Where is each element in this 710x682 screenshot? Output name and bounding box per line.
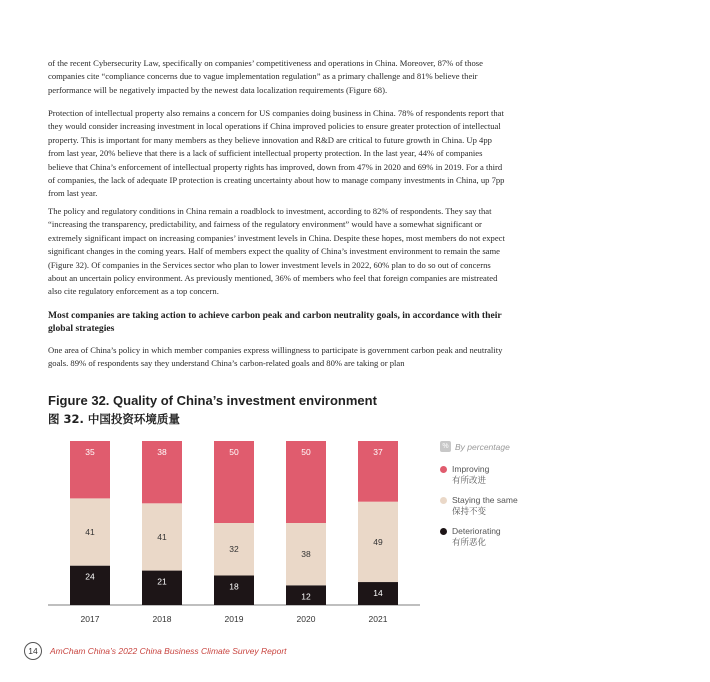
x-tick-label-2021: 2021: [368, 614, 388, 624]
legend-unit: [440, 441, 518, 452]
data-label-deteriorating-2020: 12: [301, 591, 311, 602]
body-paragraph-4: One area of China’s policy in which member companies express willingness to participate is government carbon peak and neutrality goals. 89% of respondents say they understand China’s carbon-related goals and 80% are taking or plan: [48, 345, 503, 369]
data-label-deteriorating-2021: 14: [373, 588, 383, 599]
section-heading: Most companies are taking action to achieve carbon peak and carbon neutrality goals, in accordance with their global strategies: [48, 310, 502, 334]
legend-item-improving: [440, 464, 518, 486]
legend-label-deteriorating-cn: 有所恶化: [452, 537, 487, 547]
legend-label-staying: Staying the same: [452, 495, 518, 505]
body-paragraph-1: of the recent Cybersecurity Law, specifically on companies’ competitiveness and operations in China. Moreover, 87% of those companies cite “compliance concerns due to vague implementation regulation” as a primary challenge and 81% believe their performance will be negatively impacted by the newest data localization requirements (Figure 68).: [48, 58, 483, 95]
legend-label-improving-cn: 有所改进: [452, 475, 487, 485]
percent-icon: %: [440, 441, 451, 452]
unit-label: By percentage: [455, 441, 510, 452]
data-label-staying-2021: 49: [373, 536, 383, 547]
data-label-staying-2017: 41: [85, 527, 95, 538]
data-label-deteriorating-2019: 18: [229, 581, 239, 592]
chart-legend: [440, 441, 518, 557]
page-number: 14: [24, 642, 42, 660]
page-footer: [24, 642, 287, 660]
data-label-improving-2019: 50: [229, 447, 239, 457]
data-label-staying-2018: 41: [157, 531, 167, 542]
data-label-deteriorating-2018: 21: [157, 576, 167, 587]
legend-dot-improving-icon: [440, 466, 447, 473]
legend-label-staying-cn: 保持不变: [452, 506, 487, 516]
figure-title: Figure 32. Quality of China’s investment environment: [48, 393, 377, 408]
body-paragraph-3: The policy and regulatory conditions in China remain a roadblock to investment, according to 82% of respondents. They say that “increasing the transparency, predictability, and fairness of the regulatory environment” would have a somewhat significant or extremely significant impact on increasing companies’ investment levels in China. Despite these hopes, most members do not expect significant changes in the coming years. Half of members expect the quality of China’s investment environment to remain the same (Figure 32). Of companies in the Services sector who plan to lower investment levels in 2022, 60% plan to do so out of concerns about an uncertain policy environment. As previously mentioned, 36% of members who feel that foreign companies are mistreated also cite regulatory enforcement as a top concern.: [48, 206, 505, 297]
legend-dot-deteriorating-icon: [440, 528, 447, 535]
x-tick-label-2020: 2020: [296, 614, 316, 624]
legend-label-improving: Improving: [452, 464, 490, 474]
data-label-deteriorating-2017: 24: [85, 571, 95, 582]
legend-item-staying: [440, 495, 518, 517]
x-tick-label-2017: 2017: [80, 614, 100, 624]
data-label-improving-2018: 38: [157, 447, 167, 457]
x-tick-label-2018: 2018: [152, 614, 172, 624]
data-label-improving-2021: 37: [373, 447, 383, 457]
report-title: AmCham China’s 2022 China Business Climate Survey Report: [50, 646, 287, 656]
data-label-improving-2017: 35: [85, 447, 95, 457]
data-label-improving-2020: 50: [301, 447, 311, 457]
legend-item-deteriorating: [440, 526, 518, 548]
body-paragraph-2: Protection of intellectual property also remains a concern for US companies doing business in China. 78% of respondents report that they would consider increasing investment in local operations if China improved policies to ensure greater protection of intellectual property. This is important for many members as they believe innovation and R&D are critical to future growth in China. Up 4pp from last year, 20% believe that there is a lack of sufficient intellectual property protection. In the last year, 44% of companies believe that China’s enforcement of intellectual property rights has improved, down from 47% in 2020 and 69% in 2019. For a third of companies, the lack of adequate IP protection is creating uncertainty about how to manage company investments in China, up 7pp from last year.: [48, 108, 505, 199]
data-label-staying-2019: 32: [229, 544, 239, 555]
legend-label-deteriorating: Deteriorating: [452, 526, 501, 536]
figure-subtitle: 图 32. 中国投资环境质量: [48, 412, 180, 426]
x-tick-label-2019: 2019: [224, 614, 244, 624]
legend-dot-staying-icon: [440, 497, 447, 504]
data-label-staying-2020: 38: [301, 549, 311, 560]
